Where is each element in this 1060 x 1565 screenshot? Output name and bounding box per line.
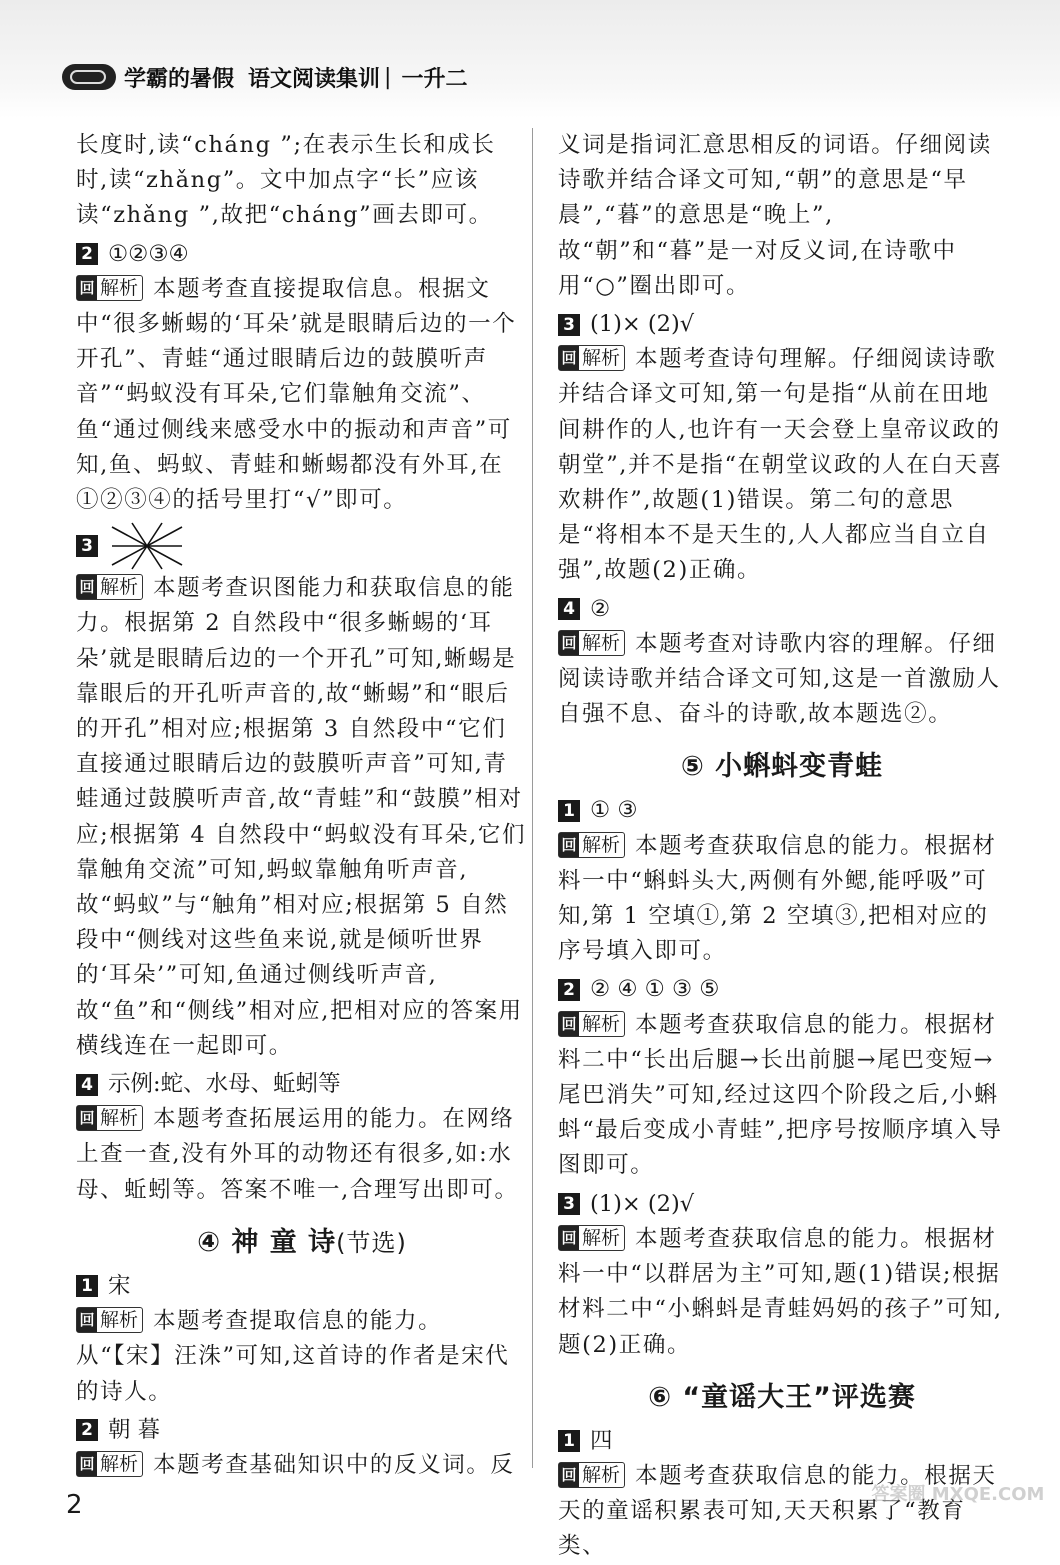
page-number: 2 xyxy=(66,1490,83,1520)
page-header xyxy=(0,0,1060,118)
question-number: 4 xyxy=(76,1074,98,1096)
analysis-icon: 回 xyxy=(559,1463,579,1487)
answer-text: (1)× (2)√ xyxy=(590,311,695,338)
answer-s5-3 xyxy=(558,1187,1006,1222)
question-number: 4 xyxy=(558,598,580,620)
header-bar xyxy=(62,62,522,92)
continued-explanation: 长度时,读“cháng ”;在表示生长和成长时,读“zhǎng”。文中加点字“长”应该读“zhǎng ”,故把“cháng”画去即可。 xyxy=(76,132,496,229)
explanation-s4-4: 回 解析 本题考查对诗歌内容的理解。仔细阅读诗歌并结合译文可知,这是一首激励人自强不息、奋斗的诗歌,故本题选②。 xyxy=(558,630,1001,728)
analysis-tag: 回 解析 xyxy=(558,345,625,371)
analysis-tag: 回 解析 xyxy=(558,832,625,858)
analysis-icon: 回 xyxy=(559,1226,579,1250)
answer-s4-1 xyxy=(76,1269,528,1304)
answer-3 xyxy=(76,521,528,571)
explanation-s4-1: 回 解析 本题考查提取信息的能力。从“【宋】汪洙”可知,这首诗的作者是宋代的诗人。 xyxy=(76,1308,510,1405)
question-number: 3 xyxy=(558,1193,580,1215)
analysis-icon: 回 xyxy=(559,346,579,370)
explanation-s4-2: 回 解析 本题考查基础知识中的反义词。反 xyxy=(76,1448,528,1483)
analysis-icon: 回 xyxy=(559,1012,579,1036)
left-column xyxy=(76,128,528,1483)
analysis-tag: 回 解析 xyxy=(558,1225,625,1251)
analysis-icon: 回 xyxy=(77,1308,97,1332)
explanation-s4-3: 回 解析 本题考查诗句理解。仔细阅读诗歌并结合译文可知,第一句是指“从前在田地间耕作的人,也许有一天会登上皇帝议政的朝堂”,并不是指“在朝堂议政的人在白天喜欢耕作”,故题(1)错误。第二句的意思是“将相本不是天生的,人人都应当自立自强”,故题(2)正确。 xyxy=(558,346,1003,584)
series-logo-icon xyxy=(62,64,116,90)
answer-text: ② xyxy=(590,595,611,622)
analysis-icon: 回 xyxy=(77,1452,97,1476)
explanation-2: 回 解析 本题考查直接提取信息。根据文中“很多蜥蜴的‘耳朵’就是眼睛后边的一个开孔”、青蛙“通过眼睛后边的鼓膜听声音”“蚂蚁没有耳朵,它们靠触角交流”、鱼“通过侧线来感受水中的振动和声音”可知,鱼、蚂蚁、青蛙和蜥蜴都没有外耳,在①②③④的括号里打“√”即可。 xyxy=(76,275,517,514)
analysis-icon: 回 xyxy=(559,833,579,857)
analysis-tag: 回 解析 xyxy=(76,275,143,301)
column-divider xyxy=(532,128,533,1468)
explanation-s6-1: 回 解析 本题考查获取信息的能力。根据天天的童谣积累表可知,天天积累了“教育类、 xyxy=(558,1462,997,1560)
answer-s4-4 xyxy=(558,592,1006,627)
answer-s5-2 xyxy=(558,972,1006,1007)
answer-text: ② ④ ① ③ ⑤ xyxy=(590,976,720,1003)
analysis-icon: 回 xyxy=(559,631,579,655)
question-number: 2 xyxy=(76,243,98,265)
header-subject: 语文阅读集训 xyxy=(248,66,381,92)
analysis-tag: 回 解析 xyxy=(76,1451,143,1477)
analysis-tag: 回 解析 xyxy=(76,1307,143,1333)
answer-text: ①②③④ xyxy=(108,240,189,267)
analysis-tag: 回 解析 xyxy=(558,1011,625,1037)
explanation-4: 回 解析 本题考查拓展运用的能力。在网络上查一查,没有外耳的动物还有很多,如:水母、蚯蚓等。答案不唯一,合理写出即可。 xyxy=(76,1106,519,1203)
answer-text: 宋 xyxy=(108,1272,131,1299)
question-number: 1 xyxy=(558,800,580,822)
watermark-text: 答案圈 MXQE.COM xyxy=(871,1484,1045,1505)
analysis-icon: 回 xyxy=(77,1106,97,1130)
section-title-5: ⑤ 小蝌蚪变青蛙 xyxy=(680,751,884,783)
answer-s4-3 xyxy=(558,307,1006,342)
answer-text: 四 xyxy=(590,1427,613,1454)
analysis-icon: 回 xyxy=(77,276,97,300)
question-number: 2 xyxy=(558,979,580,1001)
explanation-3: 回 解析 本题考查识图能力和获取信息的能力。根据第 2 自然段中“很多蜥蜴的‘耳朵’就是眼睛后边的一个开孔”可知,蜥蜴是靠眼后的开孔听声音的,故“蜥蜴”和“眼后的开孔”相对应;根据第 3 自然段中“它们直接通过眼睛后边的鼓膜听声音”可知,青蛙通过鼓膜听声音,故“青蛙”和“鼓膜”相对应;根据第 4 自然段中“蚂蚁没有耳朵,它们靠触角交流”可知,蚂蚁靠触角听声音,故“蚂蚁”与“触角”相对应;根据第 5 自然段中“侧线对这些鱼来说,就是倾听世界的‘耳朵’”可知,鱼通过侧线听声音,故“鱼”和“侧线”相对应,把相对应的答案用横线连在一起即可。 xyxy=(76,575,527,1059)
header-grade: 一升二 xyxy=(401,66,468,92)
matching-lines-icon xyxy=(108,521,186,571)
analysis-tag: 回 解析 xyxy=(76,574,143,600)
answer-text: 朝 暮 xyxy=(108,1416,161,1443)
answer-s5-1 xyxy=(558,793,1006,828)
explanation-s5-3: 回 解析 本题考查获取信息的能力。根据材料一中“以群居为主”可知,题(1)错误;根据材料二中“小蝌蚪是青蛙妈妈的孩子”可知,题(2)正确。 xyxy=(558,1225,1003,1358)
answer-text: 示例:蛇、水母、蚯蚓等 xyxy=(108,1071,341,1098)
answer-2 xyxy=(76,237,528,272)
section-title-6: ⑥ “童谣大王”评选赛 xyxy=(648,1381,916,1413)
header-separator: | xyxy=(384,64,392,90)
question-number: 1 xyxy=(76,1275,98,1297)
question-number: 3 xyxy=(558,314,580,336)
section-title-4: ④ 神 童 诗(节选) xyxy=(197,1226,407,1258)
question-number: 3 xyxy=(76,535,98,557)
answer-4 xyxy=(76,1067,528,1102)
question-number: 2 xyxy=(76,1419,98,1441)
explanation-s5-2: 回 解析 本题考查获取信息的能力。根据材料二中“长出后腿→长出前腿→尾巴变短→尾巴消失”可知,经过这四个阶段之后,小蝌蚪“最后变成小青蛙”,把序号按顺序填入导图即可。 xyxy=(558,1011,1003,1179)
continued-explanation: 义词是指词汇意思相反的词语。仔细阅读诗歌并结合译文可知,“朝”的意思是“早晨”,“暮”的意思是“晚上”,故“朝”和“暮”是一对反义词,在诗歌中用“○”圈出即可。 xyxy=(558,132,992,299)
analysis-tag: 回 解析 xyxy=(558,1462,625,1488)
right-column xyxy=(558,128,1006,1565)
analysis-tag: 回 解析 xyxy=(558,630,625,656)
watermark-logo xyxy=(868,1452,1048,1532)
question-number: 1 xyxy=(558,1430,580,1452)
answer-s4-2 xyxy=(76,1413,528,1448)
explanation-s5-1: 回 解析 本题考查获取信息的能力。根据材料一中“蝌蚪头大,两侧有外鳃,能呼吸”可知,第 1 空填①,第 2 空填③,把相对应的序号填入即可。 xyxy=(558,832,997,965)
answer-text: (1)× (2)√ xyxy=(590,1190,695,1217)
answer-text: ① ③ xyxy=(590,797,638,824)
header-series: 学霸的暑假 xyxy=(124,66,235,92)
analysis-icon: 回 xyxy=(77,575,97,599)
analysis-tag: 回 解析 xyxy=(76,1105,143,1131)
